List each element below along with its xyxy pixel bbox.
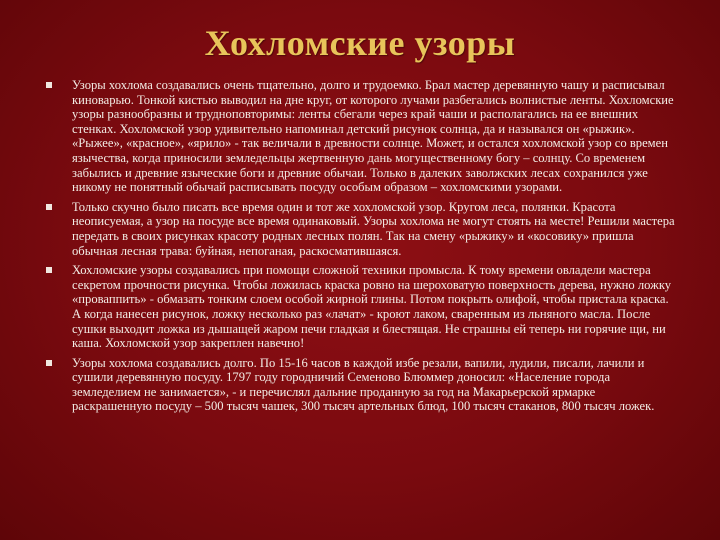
square-bullet-icon — [46, 267, 52, 273]
bullet-item — [46, 78, 678, 195]
bullet-list — [46, 78, 678, 419]
square-bullet-icon — [46, 82, 52, 88]
bullet-text: Только скучно было писать все время один и тот же хохломской узор. Кругом леса, полянки. Красота неописуемая, а узор на посуде все время одинаковый. Узоры хохлома не могут стоять на месте! Решили мастера передать в своих рисунках красоту родных лесных полян. Так на смену «рыжику» и «косовику» пришла обычная лесная трава: буйная, непоганая, раскосматившаяся. — [72, 199, 675, 258]
square-bullet-icon — [46, 360, 52, 366]
bullet-item — [46, 263, 678, 351]
square-bullet-icon — [46, 204, 52, 210]
bullet-text: Узоры хохлома создавались долго. По 15-16 часов в каждой избе резали, вапили, лудили, писали, лачили и сушили деревянную посуду. 1797 году городничий Семеново Блюммер доносил: «Население города земледелием не занимается», - и перечислял дальние проданную за год на Макарьерской ярмарке раскрашенную посуду – 500 тысяч чашек, 300 тысяч артельных блюд, 100 тысяч стаканов, 800 тысяч ложек. — [72, 355, 655, 414]
bullet-text: Хохломские узоры создавались при помощи сложной техники промысла. К тому времени овладели мастера секретом прочности рисунка. Чтобы ложилась краска ровно на шероховатую поверхность дерева, нужно ложку «проваппить» - обмазать тонким слоем особой жирной глины. Потом покрыть олифой, чтобы пристала краска. А когда нанесен рисунок, ложку несколько раз «лачат» - кроют лаком, сваренным из льняного масла. После сушки выходит ложка из дышащей жаром печи гладкая и блестящая. Не страшны ей теперь ни горячие щи, ни каша. Хохломской узор закреплен навечно! — [72, 263, 672, 351]
bullet-item — [46, 200, 678, 258]
slide-title: Хохломские узоры — [204, 23, 516, 63]
bullet-text: Узоры хохлома создавались очень тщательно, долго и трудоемко. Брал мастер деревянную чашу и расписывал киноварью. Тонкой кистью выводил на дне круг, от которого лучами разбегались волнистые ленты. Хохломские узоры разнообразны и трудноповторимы: ленты сбегали через край чаши и располагались на ее внешних стенках. Хохломской узор удивительно напоминал детский рисунок солнца, да и назывался он «рыжик». «Рыжее», «красное», «ярило» - так величали в древности солнце. Может, и остался хохломской узор со времен язычества, когда приносили земледельцы жертвенную дань могущественному богу – солнцу. Со временем забылись и древние языческие боги и древние обычаи. Только в далеких заволжских лесах сохранился уже никому не понятный обычай расписывать посуду особым образом – хохломскими узорами. — [72, 78, 674, 195]
bullet-item — [46, 356, 678, 414]
